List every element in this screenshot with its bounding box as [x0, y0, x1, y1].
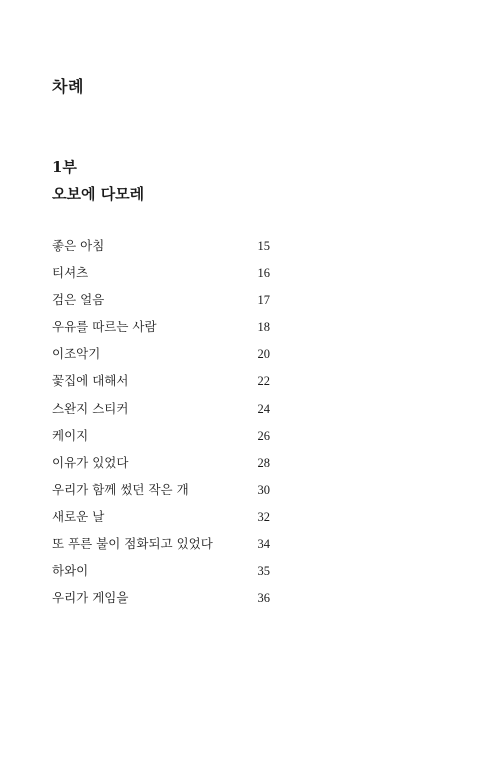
toc-entry-title: 케이지	[52, 427, 89, 443]
toc-entry-page: 34	[257, 537, 270, 552]
toc-entry-title: 우리가 게임을	[52, 590, 129, 606]
toc-entry[interactable]	[52, 507, 270, 534]
toc-entry-title: 이유가 있었다	[52, 454, 129, 470]
toc-entry[interactable]	[52, 263, 270, 290]
toc-entry[interactable]	[52, 426, 270, 453]
toc-entry[interactable]	[52, 588, 270, 615]
toc-entry[interactable]	[52, 561, 270, 588]
toc-heading: 차례	[52, 77, 84, 96]
toc-entry[interactable]	[52, 371, 270, 398]
part-number: 1부	[52, 158, 77, 176]
toc-entry-page: 24	[257, 401, 270, 416]
toc-entry-page: 36	[257, 591, 270, 606]
toc-entry-title: 검은 얼음	[52, 292, 105, 308]
toc-entry-page: 22	[257, 374, 270, 389]
toc-entry-page: 30	[257, 482, 270, 497]
toc-entry-title: 이조악기	[52, 346, 101, 362]
toc-entry-page: 28	[257, 455, 270, 470]
toc-entry[interactable]	[52, 236, 270, 263]
part-title: 오보에 다모레	[52, 185, 145, 203]
toc-entry-title: 스완지 스티커	[52, 400, 129, 416]
toc-entry-page: 16	[257, 266, 270, 281]
toc-entry[interactable]	[52, 290, 270, 317]
toc-entry-page: 20	[257, 347, 270, 362]
toc-entry-page: 18	[257, 320, 270, 335]
toc-entry[interactable]	[52, 534, 270, 561]
toc-entry-title: 하와이	[52, 563, 89, 579]
toc-entry-title: 우유를 따르는 사람	[52, 319, 157, 335]
toc-entry-title: 좋은 아침	[52, 238, 105, 253]
toc-list	[52, 236, 270, 615]
toc-entry[interactable]	[52, 480, 270, 507]
toc-entry-title: 우리가 함께 썼던 작은 개	[52, 481, 189, 497]
toc-entry-title: 티셔츠	[52, 265, 89, 281]
toc-entry-title: 새로운 날	[52, 508, 105, 524]
toc-entry-title: 꽃집에 대해서	[52, 373, 129, 389]
toc-entry-page: 15	[257, 239, 270, 253]
toc-entry-page: 17	[257, 293, 270, 308]
toc-entry[interactable]	[52, 344, 270, 371]
toc-entry-page: 32	[257, 509, 270, 524]
toc-entry-page: 35	[257, 564, 270, 579]
toc-entry[interactable]	[52, 399, 270, 426]
toc-entry-page: 26	[257, 428, 270, 443]
toc-entry-title: 또 푸른 불이 점화되고 있었다	[52, 536, 213, 552]
toc-entry[interactable]	[52, 317, 270, 344]
toc-entry[interactable]	[52, 453, 270, 480]
